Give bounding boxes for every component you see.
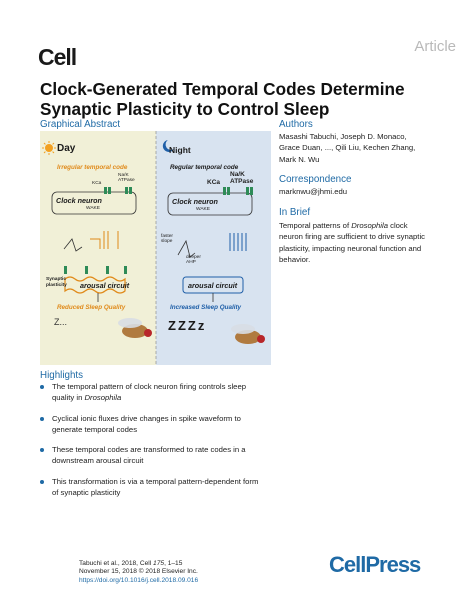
night-spike-train-icon xyxy=(230,233,246,251)
day-kca-label: KCa xyxy=(92,181,102,186)
highlight-item: The temporal pattern of clock neuron firing controls sleep quality in Drosophila xyxy=(40,381,265,404)
article-type-label: Article xyxy=(414,38,456,55)
day-outcome-label: Reduced Sleep Quality xyxy=(57,304,126,311)
day-fly-image xyxy=(118,318,152,338)
highlight-item: These temporal codes are transformed to rate codes in a downstream arousal circuit xyxy=(40,444,265,467)
night-channels-icon xyxy=(223,187,253,195)
day-circuit-label: arousal circuit xyxy=(80,281,130,290)
sun-icon xyxy=(42,141,56,155)
authors-heading: Authors xyxy=(279,119,313,130)
night-fly-image xyxy=(231,324,265,344)
night-kca-label: KCa xyxy=(207,179,221,186)
deeper-ahp-label: deeper AHP xyxy=(186,255,201,265)
night-neuron-label: Clock neuron xyxy=(172,197,218,206)
day-trace-icon xyxy=(64,239,82,251)
highlights-heading: Highlights xyxy=(40,370,84,381)
day-z-text: Z... xyxy=(54,317,67,327)
day-code-label: Irregular temporal code xyxy=(57,164,128,171)
synaptic-plasticity-label: Synaptic plasticity xyxy=(46,277,67,288)
faster-slope-label: faster slope xyxy=(161,234,173,244)
day-wake-label: WAKE xyxy=(86,206,100,211)
day-channels-icon xyxy=(104,187,132,194)
authors-list: Masashi Tabuchi, Joseph D. Monaco, Grace Duan, ..., Qili Liu, Kechen Zhang, Mark N. Wu xyxy=(279,132,416,164)
bullet-icon xyxy=(40,385,44,389)
citation-line-2: November 15, 2018 © 2018 Elsevier Inc. xyxy=(79,568,198,576)
day-atpase-label: Na/K ATPase xyxy=(118,173,135,183)
doi-link[interactable]: https://doi.org/10.1016/j.cell.2018.09.016 xyxy=(79,576,199,584)
correspondence-heading: Correspondence xyxy=(279,174,352,185)
bullet-icon xyxy=(40,417,44,421)
highlight-item: This transformation is via a temporal pattern-dependent form of synaptic plasticity xyxy=(40,476,265,499)
in-brief-text: Temporal patterns of Drosophila clock neuron firing are sufficient to drive synaptic plasticity, impacting neuronal function and behavior. xyxy=(279,221,425,264)
night-z-text: ZZZz xyxy=(168,318,207,333)
highlight-item: Cyclical ionic fluxes drive changes in spike waveform to generate temporal codes xyxy=(40,413,265,436)
night-wake-label: WAKE xyxy=(196,207,210,212)
night-circuit-label: arousal circuit xyxy=(188,281,238,290)
bullet-icon xyxy=(40,480,44,484)
day-spike-train-icon xyxy=(90,231,118,249)
in-brief-heading: In Brief xyxy=(279,207,311,218)
journal-logo: Cell xyxy=(38,44,77,70)
graphical-abstract-figure xyxy=(40,131,271,365)
day-label: Day xyxy=(57,143,76,154)
night-code-label: Regular temporal code xyxy=(170,164,239,171)
article-title: Clock-Generated Temporal Codes Determine Synaptic Plasticity to Control Sleep xyxy=(40,79,405,119)
bullet-icon xyxy=(40,448,44,452)
night-atpase-label: Na/K ATPase xyxy=(230,171,254,185)
day-neuron-label: Clock neuron xyxy=(56,196,102,205)
day-synapses-icon xyxy=(64,266,127,274)
night-outcome-label: Increased Sleep Quality xyxy=(170,304,242,311)
night-label: Night xyxy=(169,145,191,155)
citation-block xyxy=(79,560,198,585)
graphical-abstract-heading: Graphical Abstract xyxy=(40,119,121,130)
cellpress-logo: CellPress xyxy=(329,552,421,577)
citation-line-1: Tabuchi et al., 2018, Cell 175, 1–15 xyxy=(79,560,183,567)
correspondence-email[interactable]: marknwu@jhmi.edu xyxy=(279,187,348,196)
